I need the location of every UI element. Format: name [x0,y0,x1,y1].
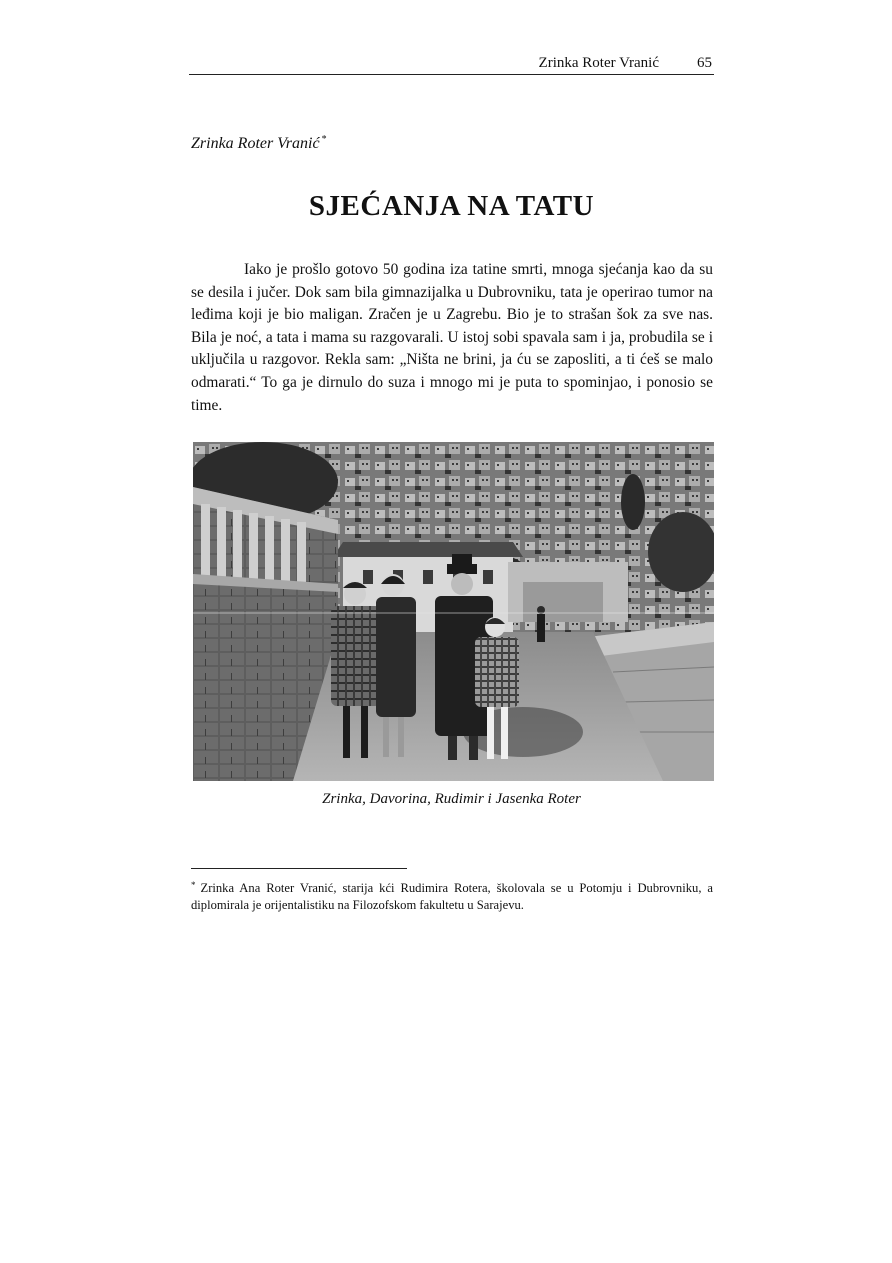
page-number: 65 [697,55,712,71]
article-body: Iako je prošlo gotovo 50 godina iza tatine smrti, mnoga sjećanja kao da su se desila i jučer. Dok sam bila gimnazijalka u Dubrovniku, tata je operirao tumor na leđima koji je bio maligan. Zračen je u Zagrebu. Bio je to strašan šok za sve nas. Bila je noć, a tata i mama su razgovarali. U istoj sobi spavala sam i ja, probudila se i uključila u razgovor. Rekla sam: „Ništa ne brini, ja ću se zaposliti, a ti ćeš se malo odmarati.“ To ga je dirnulo do suza i mnogo mi je puta to spominjao, i ponosio se time. [191,261,713,414]
family-photo [193,442,714,781]
footnote-divider [191,868,407,869]
running-header [189,54,714,75]
article-byline [191,134,327,153]
byline-author: Zrinka Roter Vranić [191,135,320,152]
footnote-marker: * [191,880,196,890]
article-title: SJEĆANJA NA TATU [308,190,595,222]
photo-caption: Zrinka, Davorina, Rudimir i Jasenka Roter [322,791,581,807]
header-author: Zrinka Roter Vranić [538,55,659,71]
footnote-text: Zrinka Ana Roter Vranić, starija kći Rudimira Rotera, školovala se u Potomju i Dubrovniku, a diplomirala je orijentalistiku na Filozofskom fakultetu u Sarajevu. [191,881,713,912]
footnote [191,877,713,914]
byline-footnote-marker: * [321,134,327,145]
